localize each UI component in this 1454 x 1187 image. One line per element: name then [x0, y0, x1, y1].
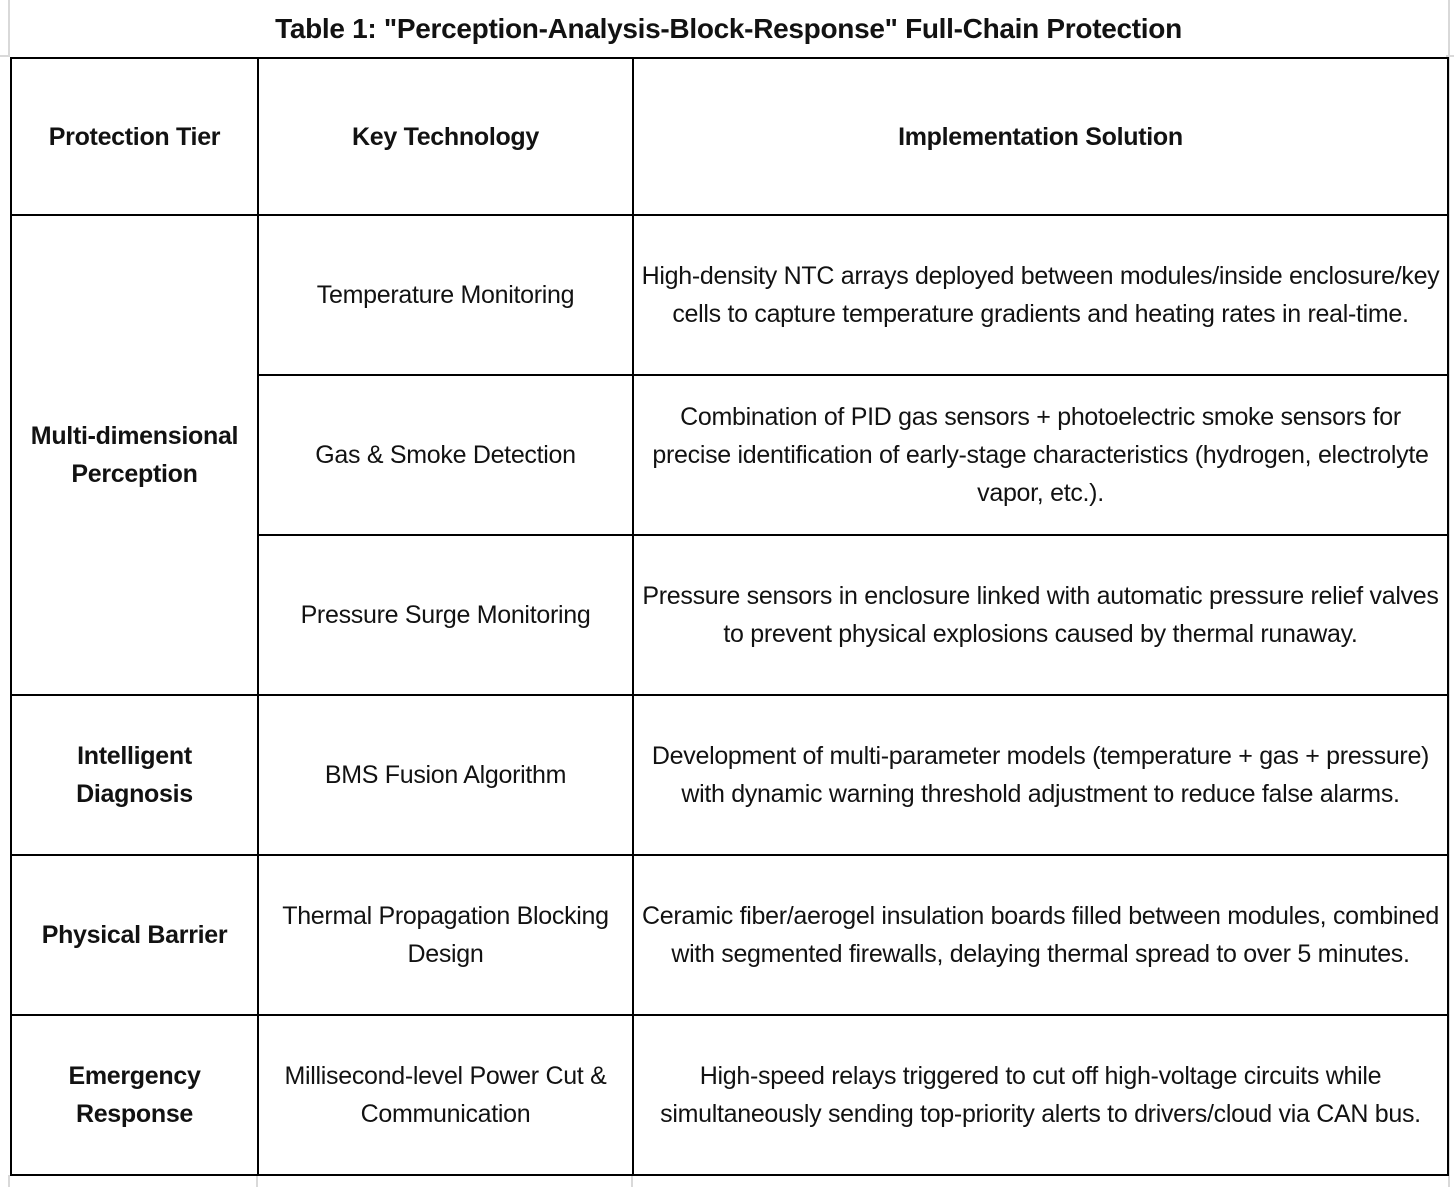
table-row: [11, 215, 1448, 375]
cell-technology-bms-fusion-algorithm: BMS Fusion Algorithm: [258, 695, 633, 855]
faint-grid-line: [256, 1175, 258, 1187]
protection-table: [10, 57, 1449, 1176]
table-title: Table 1: "Perception-Analysis-Block-Response" Full-Chain Protection: [275, 12, 1182, 44]
cell-solution-gas-smoke-detection: Combination of PID gas sensors + photoelectric smoke sensors for precise identification of early-stage characteristics (hydrogen, electrolyte vapor, etc.).: [633, 375, 1448, 535]
header-protection-tier: Protection Tier: [11, 58, 258, 215]
cell-technology-pressure-surge-monitoring: Pressure Surge Monitoring: [258, 535, 633, 695]
cell-technology-gas-smoke-detection: Gas & Smoke Detection: [258, 375, 633, 535]
header-implementation-solution: Implementation Solution: [633, 58, 1448, 215]
cell-solution-pressure-surge-monitoring: Pressure sensors in enclosure linked with automatic pressure relief valves to prevent physical explosions caused by thermal runaway.: [633, 535, 1448, 695]
cell-tier-multi-dimensional-perception: Multi-dimensional Perception: [11, 215, 258, 695]
cell-solution-thermal-propagation-blocking: Ceramic fiber/aerogel insulation boards filled between modules, combined with segmented firewalls, delaying thermal spread to over 5 minutes.: [633, 855, 1448, 1015]
header-row: [11, 58, 1448, 215]
cell-tier-intelligent-diagnosis: Intelligent Diagnosis: [11, 695, 258, 855]
header-key-technology: Key Technology: [258, 58, 633, 215]
cell-solution-bms-fusion-algorithm: Development of multi-parameter models (temperature + gas + pressure) with dynamic warning threshold adjustment to reduce false alarms.: [633, 695, 1448, 855]
table-row: [11, 1015, 1448, 1175]
cell-solution-millisecond-power-cut: High-speed relays triggered to cut off high-voltage circuits while simultaneously sending top-priority alerts to drivers/cloud via CAN bus.: [633, 1015, 1448, 1175]
cell-tier-emergency-response: Emergency Response: [11, 1015, 258, 1175]
cell-solution-temperature-monitoring: High-density NTC arrays deployed between modules/inside enclosure/key cells to capture temperature gradients and heating rates in real-time.: [633, 215, 1448, 375]
cell-technology-temperature-monitoring: Temperature Monitoring: [258, 215, 633, 375]
faint-grid-line: [631, 1175, 633, 1187]
faint-grid-line: [8, 1175, 10, 1187]
cell-tier-physical-barrier: Physical Barrier: [11, 855, 258, 1015]
cell-technology-thermal-propagation-blocking: Thermal Propagation Blocking Design: [258, 855, 633, 1015]
faint-grid-line: [0, 55, 10, 57]
table-row: [11, 855, 1448, 1015]
cell-technology-millisecond-power-cut: Millisecond-level Power Cut & Communication: [258, 1015, 633, 1175]
table-row: [11, 695, 1448, 855]
